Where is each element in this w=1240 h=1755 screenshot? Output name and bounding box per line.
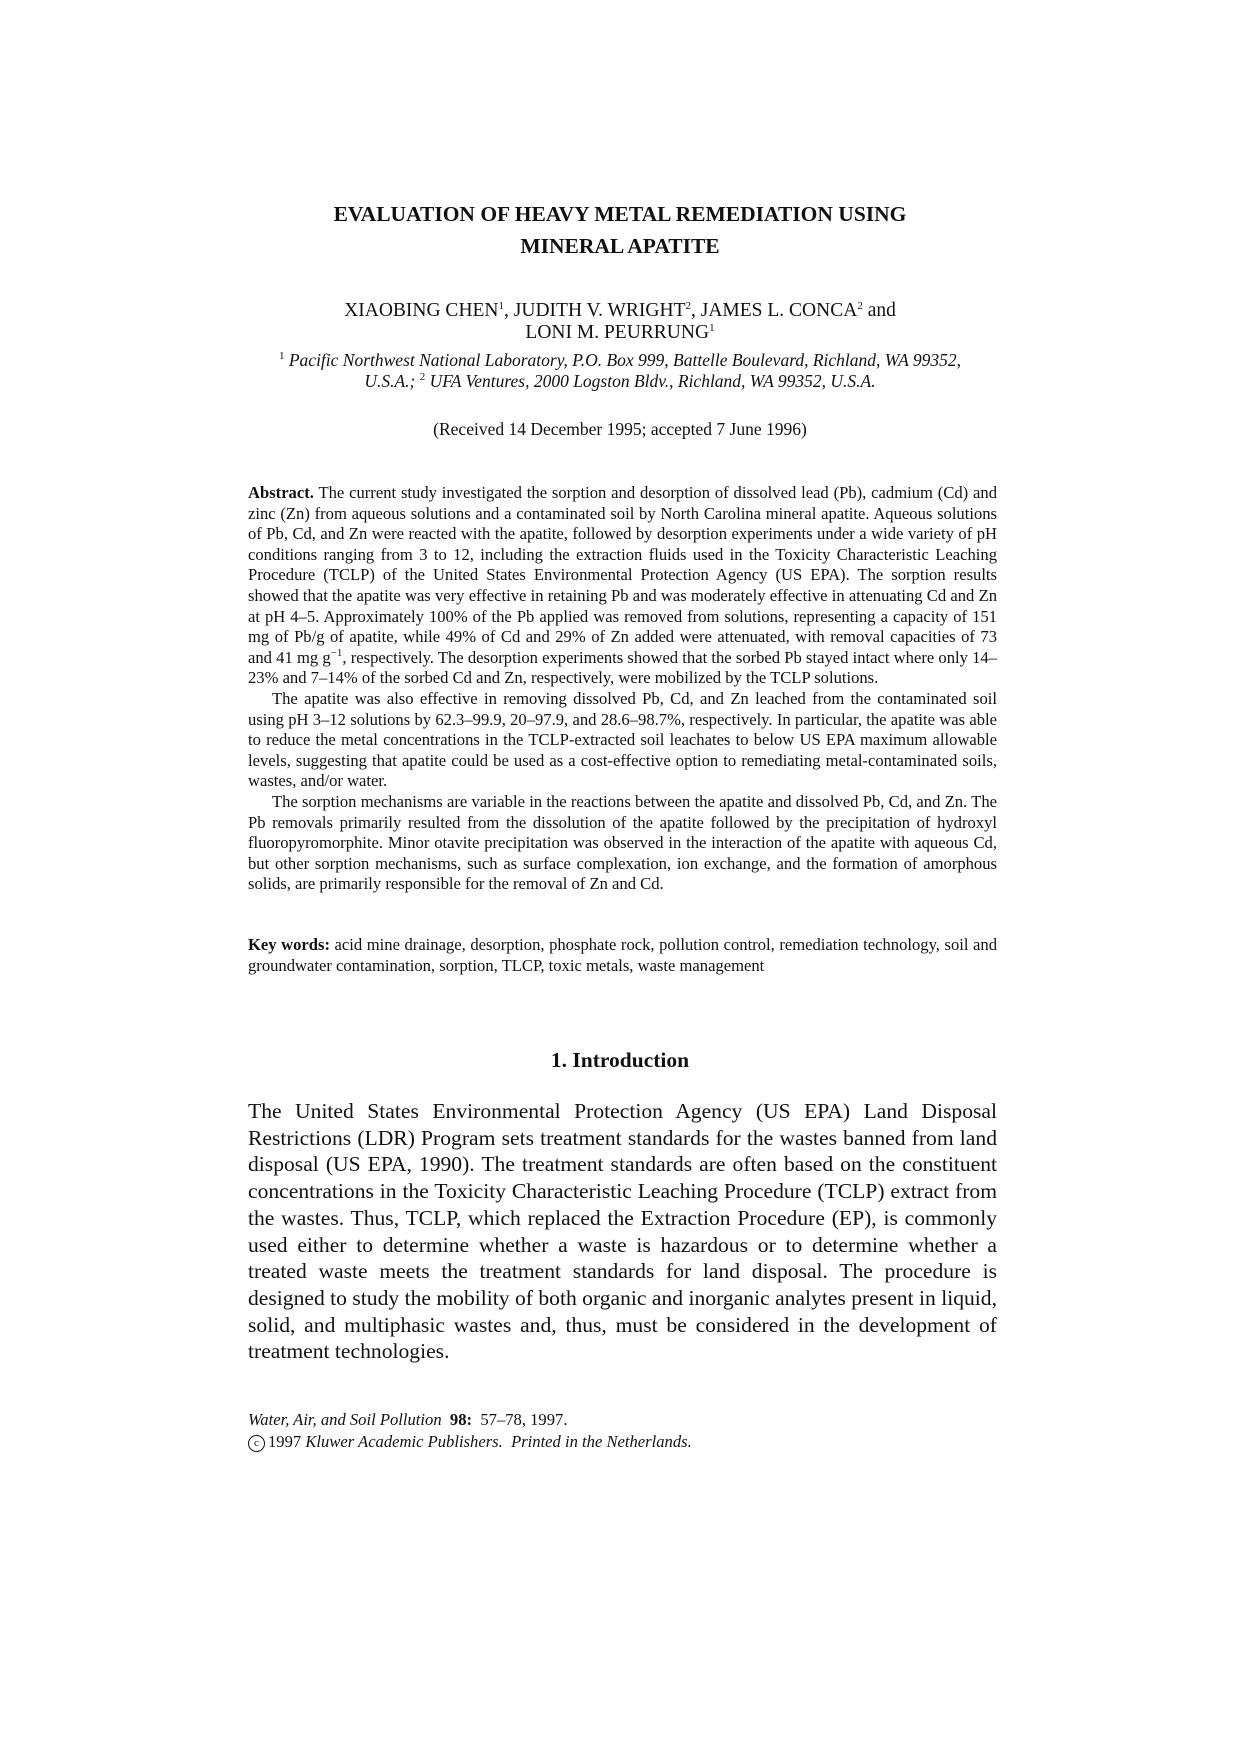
journal-volume: 98: (449, 1410, 473, 1429)
abstract-paragraph-2: The apatite was also effective in removing dissolved Pb, Cd, and Zn leached from the contaminated soil using pH 3–12 solutions by 62.3–99.9, 20–97.9, and 28.6–98.7%, respectively. In particular, the apatite was able to reduce the metal concentrations in the TCLP-extracted soil leachates to below US EPA maximum allowable levels, suggesting that apatite could be used as a cost-effective option to remediating metal-contaminated soils, wastes, and/or water. (248, 688, 997, 791)
title-line-1: EVALUATION OF HEAVY METAL REMEDIATION USING (333, 202, 907, 226)
author-and: and (862, 300, 896, 321)
abstract-paragraph-1 (248, 483, 997, 689)
received-dates: (Received 14 December 1995; accepted 7 June 1996) (433, 419, 807, 439)
copyright-icon: c (248, 1435, 265, 1452)
journal-pages: 57–78, 1997. (480, 1410, 568, 1429)
affiliation-line-2 (248, 371, 992, 392)
affiliation-pnnl: Pacific Northwest National Laboratory, P.O. Box 999, Battelle Boulevard, Richland, WA 99352, (284, 350, 962, 370)
publisher-name: Kluwer Academic Publishers. (305, 1432, 503, 1451)
abstract-label: Abstract. (248, 483, 314, 502)
publication-footer (248, 1409, 992, 1453)
affiliation-line-1 (248, 350, 992, 371)
keywords (248, 935, 997, 976)
keywords-label: Key words: (248, 935, 330, 954)
keywords-paragraph (248, 935, 997, 976)
citation-line (248, 1409, 992, 1431)
affiliation-marker-2: 2 (419, 371, 426, 383)
journal-name: Water, Air, and Soil Pollution (248, 1410, 442, 1429)
copyright-year: 1997 (268, 1432, 302, 1451)
title-line-2: MINERAL APATITE (520, 234, 720, 258)
abstract-superscript: −1 (330, 646, 343, 659)
abstract-text-1: The current study investigated the sorption and desorption of dissolved lead (Pb), cadmium (Cd) and zinc (Zn) from aqueous solutions and a contaminated soil by North Carolina mineral apatite. Aqueous solutions of Pb, Cd, and Zn were reacted with the apatite, followed by desorption experiments under a wide variety of pH conditions ranging from 3 to 12, including the extraction fluids used in the Toxicity Characteristic Leaching Procedure (TCLP) of the United States Environmental Protection Agency (US EPA). The sorption results showed that the apatite was very effective in retaining Pb and was moderately effective in attenuating Cd and Zn at pH 4–5. Approximately 100% of the Pb applied was removed from solutions, representing a capacity of 151 mg of Pb/g of apatite, while 49% of Cd and 29% of Zn added were attenuated, with removal capacities of 73 and 41 mg g (248, 483, 997, 667)
author-line-1 (248, 300, 992, 322)
copyright-line (248, 1431, 992, 1453)
abstract (248, 483, 997, 895)
author-conca: JAMES L. CONCA (700, 300, 858, 321)
author-wright-affil: 2 (685, 300, 691, 312)
author-chen-affil: 1 (498, 300, 505, 312)
author-peurrung: LONI M. PEURRUNG (525, 322, 710, 343)
printed-location: Printed in the Netherlands. (511, 1432, 692, 1451)
introduction-paragraph-1: The United States Environmental Protection Agency (US EPA) Land Disposal Restrictions (LDR) Program sets treatment standards for the wastes banned from land disposal (US EPA, 1990). The treatment standards are often based on the constituent concentrations in the Toxicity Characteristic Leaching Procedure (TCLP) extract from the wastes. Thus, TCLP, which replaced the Extraction Procedure (EP), is commonly used either to determine whether a waste is hazardous or to determine whether a treated waste meets the treatment standards for land disposal. The procedure is designed to study the mobility of both organic and inorganic analytes present in liquid, solid, and multiphasic wastes and, thus, must be considered in the development of treatment technologies. (248, 1099, 997, 1364)
abstract-paragraph-3: The sorption mechanisms are variable in the reactions between the apatite and dissolved Pb, Cd, and Zn. The Pb removals primarily resulted from the dissolution of the apatite followed by the precipitation of hydroxyl fluoropyromorphite. Minor otavite precipitation was observed in the interaction of the apatite with aqueous Cd, but other sorption mechanisms, such as surface complexation, ion exchange, and the formation of amorphous solids, are primarily responsible for the removal of Zn and Cd. (248, 791, 997, 894)
author-chen: XIAOBING CHEN (344, 300, 499, 321)
paper-title (248, 198, 992, 262)
keywords-text: acid mine drainage, desorption, phosphate rock, pollution control, remediation technology, soil and groundwater contamination, sorption, TLCP, toxic metals, waste management (248, 935, 997, 975)
abstract-text-1b: , respectively. The desorption experiments showed that the sorbed Pb stayed intact where only 14–23% and 7–14% of the sorbed Cd and Zn, respectively, were mobilized by the TCLP solutions. (248, 647, 998, 688)
affiliation-marker-1: 1 (278, 350, 285, 362)
author-separator: , (691, 300, 701, 321)
author-list (248, 300, 992, 344)
section-heading-introduction: 1. Introduction (550, 1048, 690, 1072)
affiliation-ufa: UFA Ventures, 2000 Logston Bldv., Richland, WA 99352, U.S.A. (425, 371, 876, 391)
author-line-2 (248, 322, 992, 344)
author-separator: , (504, 300, 514, 321)
introduction-body (248, 1098, 997, 1365)
author-conca-affil: 2 (857, 300, 863, 312)
affiliations (248, 350, 992, 392)
author-peurrung-affil: 1 (709, 322, 715, 334)
affiliation-pnnl-cont: U.S.A.; (364, 371, 420, 391)
author-wright: JUDITH V. WRIGHT (513, 300, 686, 321)
